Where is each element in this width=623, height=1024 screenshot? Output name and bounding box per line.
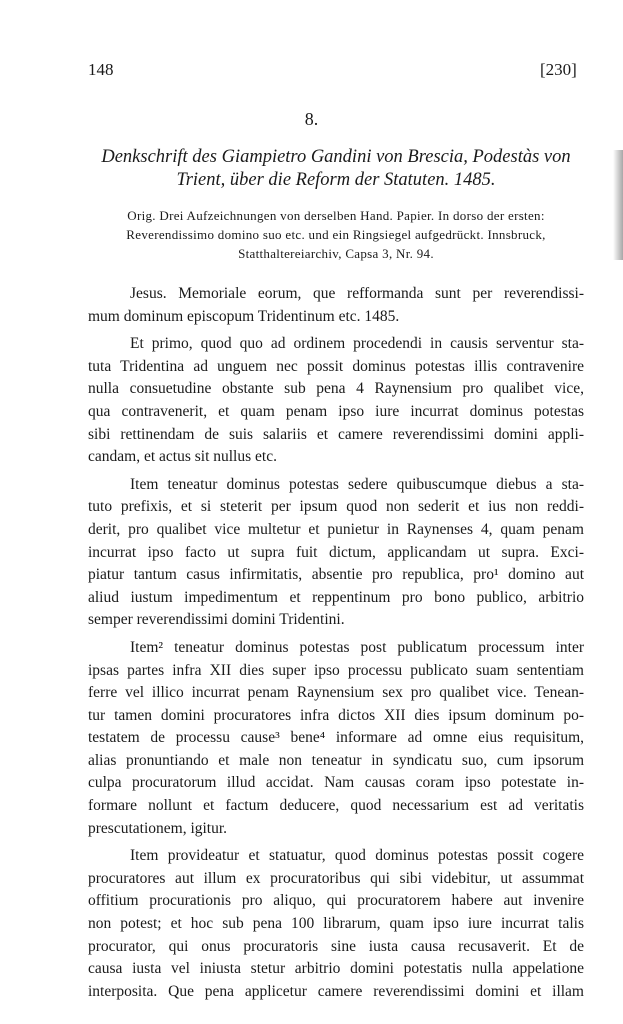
text-line: derit, pro qualibet vice multetur et punietur in Raynenses 4, quam penam: [88, 520, 584, 538]
text-line: aliud iustum impedimentum et reppentinum pro bono publico, arbitrio: [88, 588, 584, 606]
title-line: Denkschrift des Giampietro Gandini von Brescia, Podestàs von: [101, 147, 571, 167]
text-line: tur tamen domini procuratores infra dictos XII dies ipsum dominum po-: [88, 706, 584, 724]
section-title: [88, 146, 584, 192]
text-line: mum dominum episcopum Tridentinum etc. 1485.: [88, 307, 400, 325]
text-line: Item teneatur dominus potestas sedere quibuscumque diebus a sta-: [130, 475, 584, 493]
page-edge-shadow: [613, 150, 623, 260]
text-line: procuratores aut illum ex procuratoribus qui sibi videbitur, ut assummat: [88, 869, 584, 887]
paragraph: [88, 637, 584, 840]
text-line: incurrat ipso facto ut supra fuit dictum, applicandam ut supra. Exci-: [88, 543, 584, 561]
text-line: offitium procurationis pro aliquo, qui procuratorem habere aut invenire: [88, 892, 584, 910]
text-line: nulla consuetudine obstante sub pena 4 Raynensium pro qualibet vice,: [88, 380, 584, 398]
note-line: Statthaltereiarchiv, Capsa 3, Nr. 94.: [238, 246, 434, 261]
text-line: candam, et actus sit nullus etc.: [88, 448, 277, 466]
text-line: prescutationem, igitur.: [88, 819, 228, 837]
text-line: Item² teneatur dominus potestas post publicatum processum inter: [130, 638, 584, 656]
text-line: Item provideatur et statuatur, quod dominus potestas possit cogere: [130, 847, 584, 865]
source-note: [88, 206, 584, 263]
text-line: procurator, qui onus procuratoris sine iusta causa recusaverit. Et de: [88, 937, 584, 955]
text-line: sibi rettinendam de suis salariis et camere reverendissimi domini appli-: [88, 425, 584, 443]
text-line: Jesus. Memoriale eorum, que refformanda sunt per reverendissi-: [130, 285, 584, 302]
paragraph: [88, 474, 584, 632]
text-line: Et primo, quod quo ad ordinem procedendi in causis serventur sta-: [130, 335, 584, 353]
title-line: Trient, über die Reform der Statuten. 1485.: [176, 170, 496, 190]
text-line: formare nollunt et factum deducere, quod necessarium est ad veritatis: [88, 797, 584, 815]
paragraph: [88, 333, 584, 469]
text-line: ipsas partes infra XII dies super ipso processu publicato suam sententiam: [88, 661, 584, 679]
paragraph: [88, 283, 584, 328]
text-line: causa iusta vel iniusta stetur arbitrio domini potestatis nulla appelatione: [88, 960, 584, 978]
paragraph: [88, 845, 584, 1003]
text-line: ferre vel illico incurrat penam Raynensium sex pro qualibet vice. Tenean-: [88, 684, 584, 702]
text-line: interposita. Que pena applicetur camere reverendissimi domini et illam: [88, 982, 584, 1000]
document-body: [88, 283, 584, 1008]
note-line: Orig. Drei Aufzeichnungen von derselben Hand. Papier. In dorso der ersten:: [127, 208, 545, 223]
text-line: testatem de processu cause³ bene⁴ informare ad omne eius requisitum,: [88, 729, 584, 747]
text-line: non potest; et hoc sub pena 100 librarum, quam ipso iure incurrat talis: [88, 915, 584, 933]
section-number: 8.: [304, 109, 319, 129]
text-line: semper reverendissimi domini Tridentini.: [88, 611, 345, 629]
text-line: qua contravenerit, et quam penam ipso iure incurrat dominus potestas: [88, 402, 584, 420]
text-line: tuta Tridentina ad unguem nec possit dominus potestas illis contravenire: [88, 357, 584, 375]
page-number: 148: [88, 60, 114, 79]
text-line: alias pronuntiando et male non teneatur in syndicatu suo, cum ipsorum: [88, 751, 584, 769]
text-line: piatur tantum casus infirmitatis, absentie pro republica, pro¹ domino aut: [88, 566, 584, 584]
text-line: culpa procuratorum illud accidat. Nam causas coram ipso potestate in-: [88, 774, 584, 792]
note-line: Reverendissimo domino suo etc. und ein Ringsiegel aufgedrückt. Innsbruck,: [126, 227, 546, 242]
text-line: tuto prefixis, et si steterit per ipsum quod non sederit et ius non reddi-: [88, 498, 584, 516]
original-page-number: [230]: [540, 60, 577, 79]
